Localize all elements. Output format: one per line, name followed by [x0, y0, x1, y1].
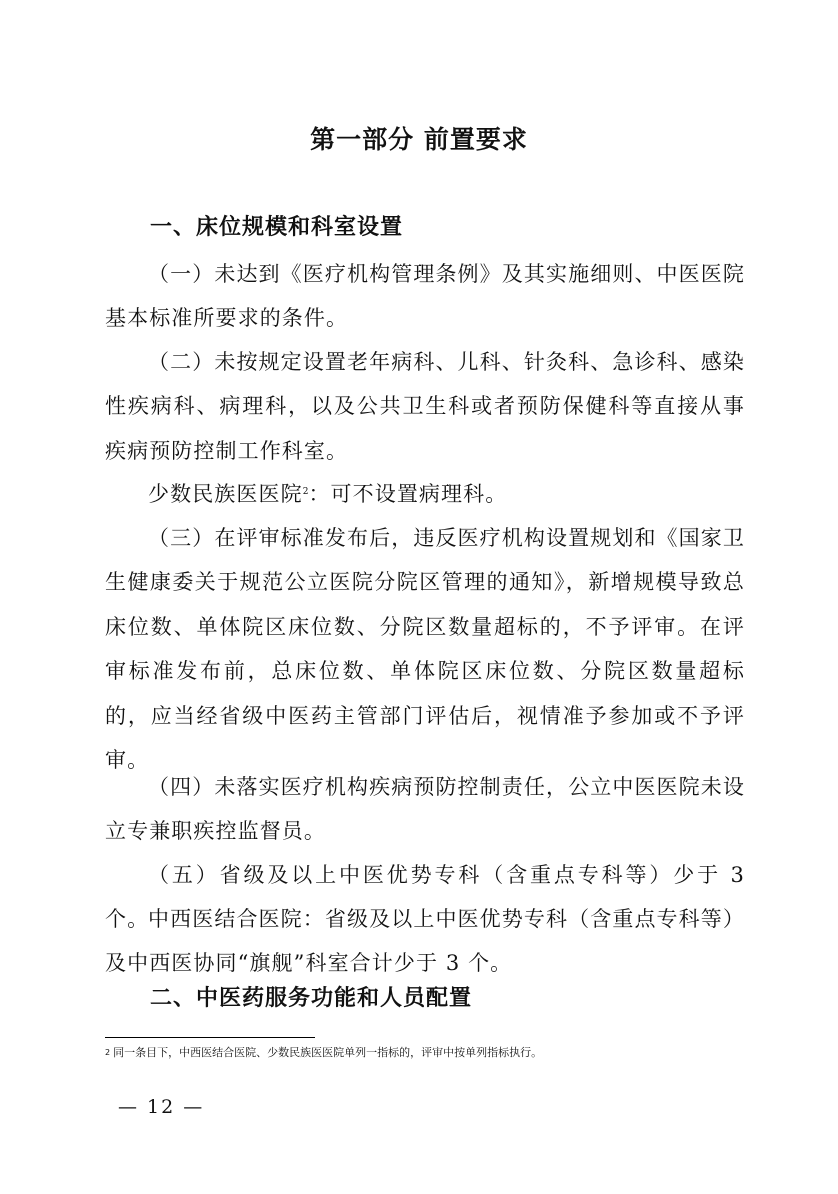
paragraph-ethnic-hospital	[105, 472, 745, 516]
page-title: 第一部分 前置要求	[310, 125, 528, 154]
paragraph-item-1: （一）未达到《医疗机构管理条例》及其实施细则、中医医院基本标准所要求的条件。	[105, 262, 745, 331]
paragraph-integrated-hospital: 中西医结合医院：省级及以上中医优势专科（含重点专科等）及中西医协同“旗舰”科室合计少于 3 个。	[105, 907, 745, 976]
ethnic-hospital-rule: ：可不设置病理科。	[308, 482, 508, 506]
footnote-reference: 2	[302, 487, 309, 497]
section-heading-2: 二、中医药服务功能和人员配置	[150, 986, 473, 1011]
section-heading-1: 一、床位规模和科室设置	[150, 215, 404, 240]
paragraph-item-4: （四）未落实医疗机构疾病预防控制责任，公立中医医院未设立专兼职疾控监督员。	[105, 775, 745, 844]
paragraph-item-3: （三）在评审标准发布后，违反医疗机构设置规划和《国家卫生健康委关于规范公立医院分院区管理的通知》，新增规模导致总床位数、单体院区床位数、分院区数量超标的，不予评审。在评审标准发布前，总床位数、单体院区床位数、分院区数量超标的，应当经省级中医药主管部门评估后，视情准予参加或不予评审。	[105, 526, 745, 773]
footnote	[105, 1045, 542, 1061]
footnote-divider	[105, 1037, 315, 1038]
ethnic-hospital-label: 少数民族医医院	[148, 482, 303, 506]
paragraph-item-2: （二）未按规定设置老年病科、儿科、针灸科、急诊科、感染性疾病科、病理科，以及公共卫生科或者预防保健科等直接从事疾病预防控制工作科室。	[105, 350, 745, 463]
footnote-marker: 2	[105, 1048, 111, 1057]
paragraph-item-5: （五）省级及以上中医优势专科（含重点专科等）少于 3 个。	[105, 863, 745, 932]
footnote-text: 同一条目下，中西医结合医院、少数民族医医院单列一指标的，评审中按单列指标执行。	[113, 1046, 543, 1059]
page-number: — 12 —	[118, 1096, 205, 1118]
